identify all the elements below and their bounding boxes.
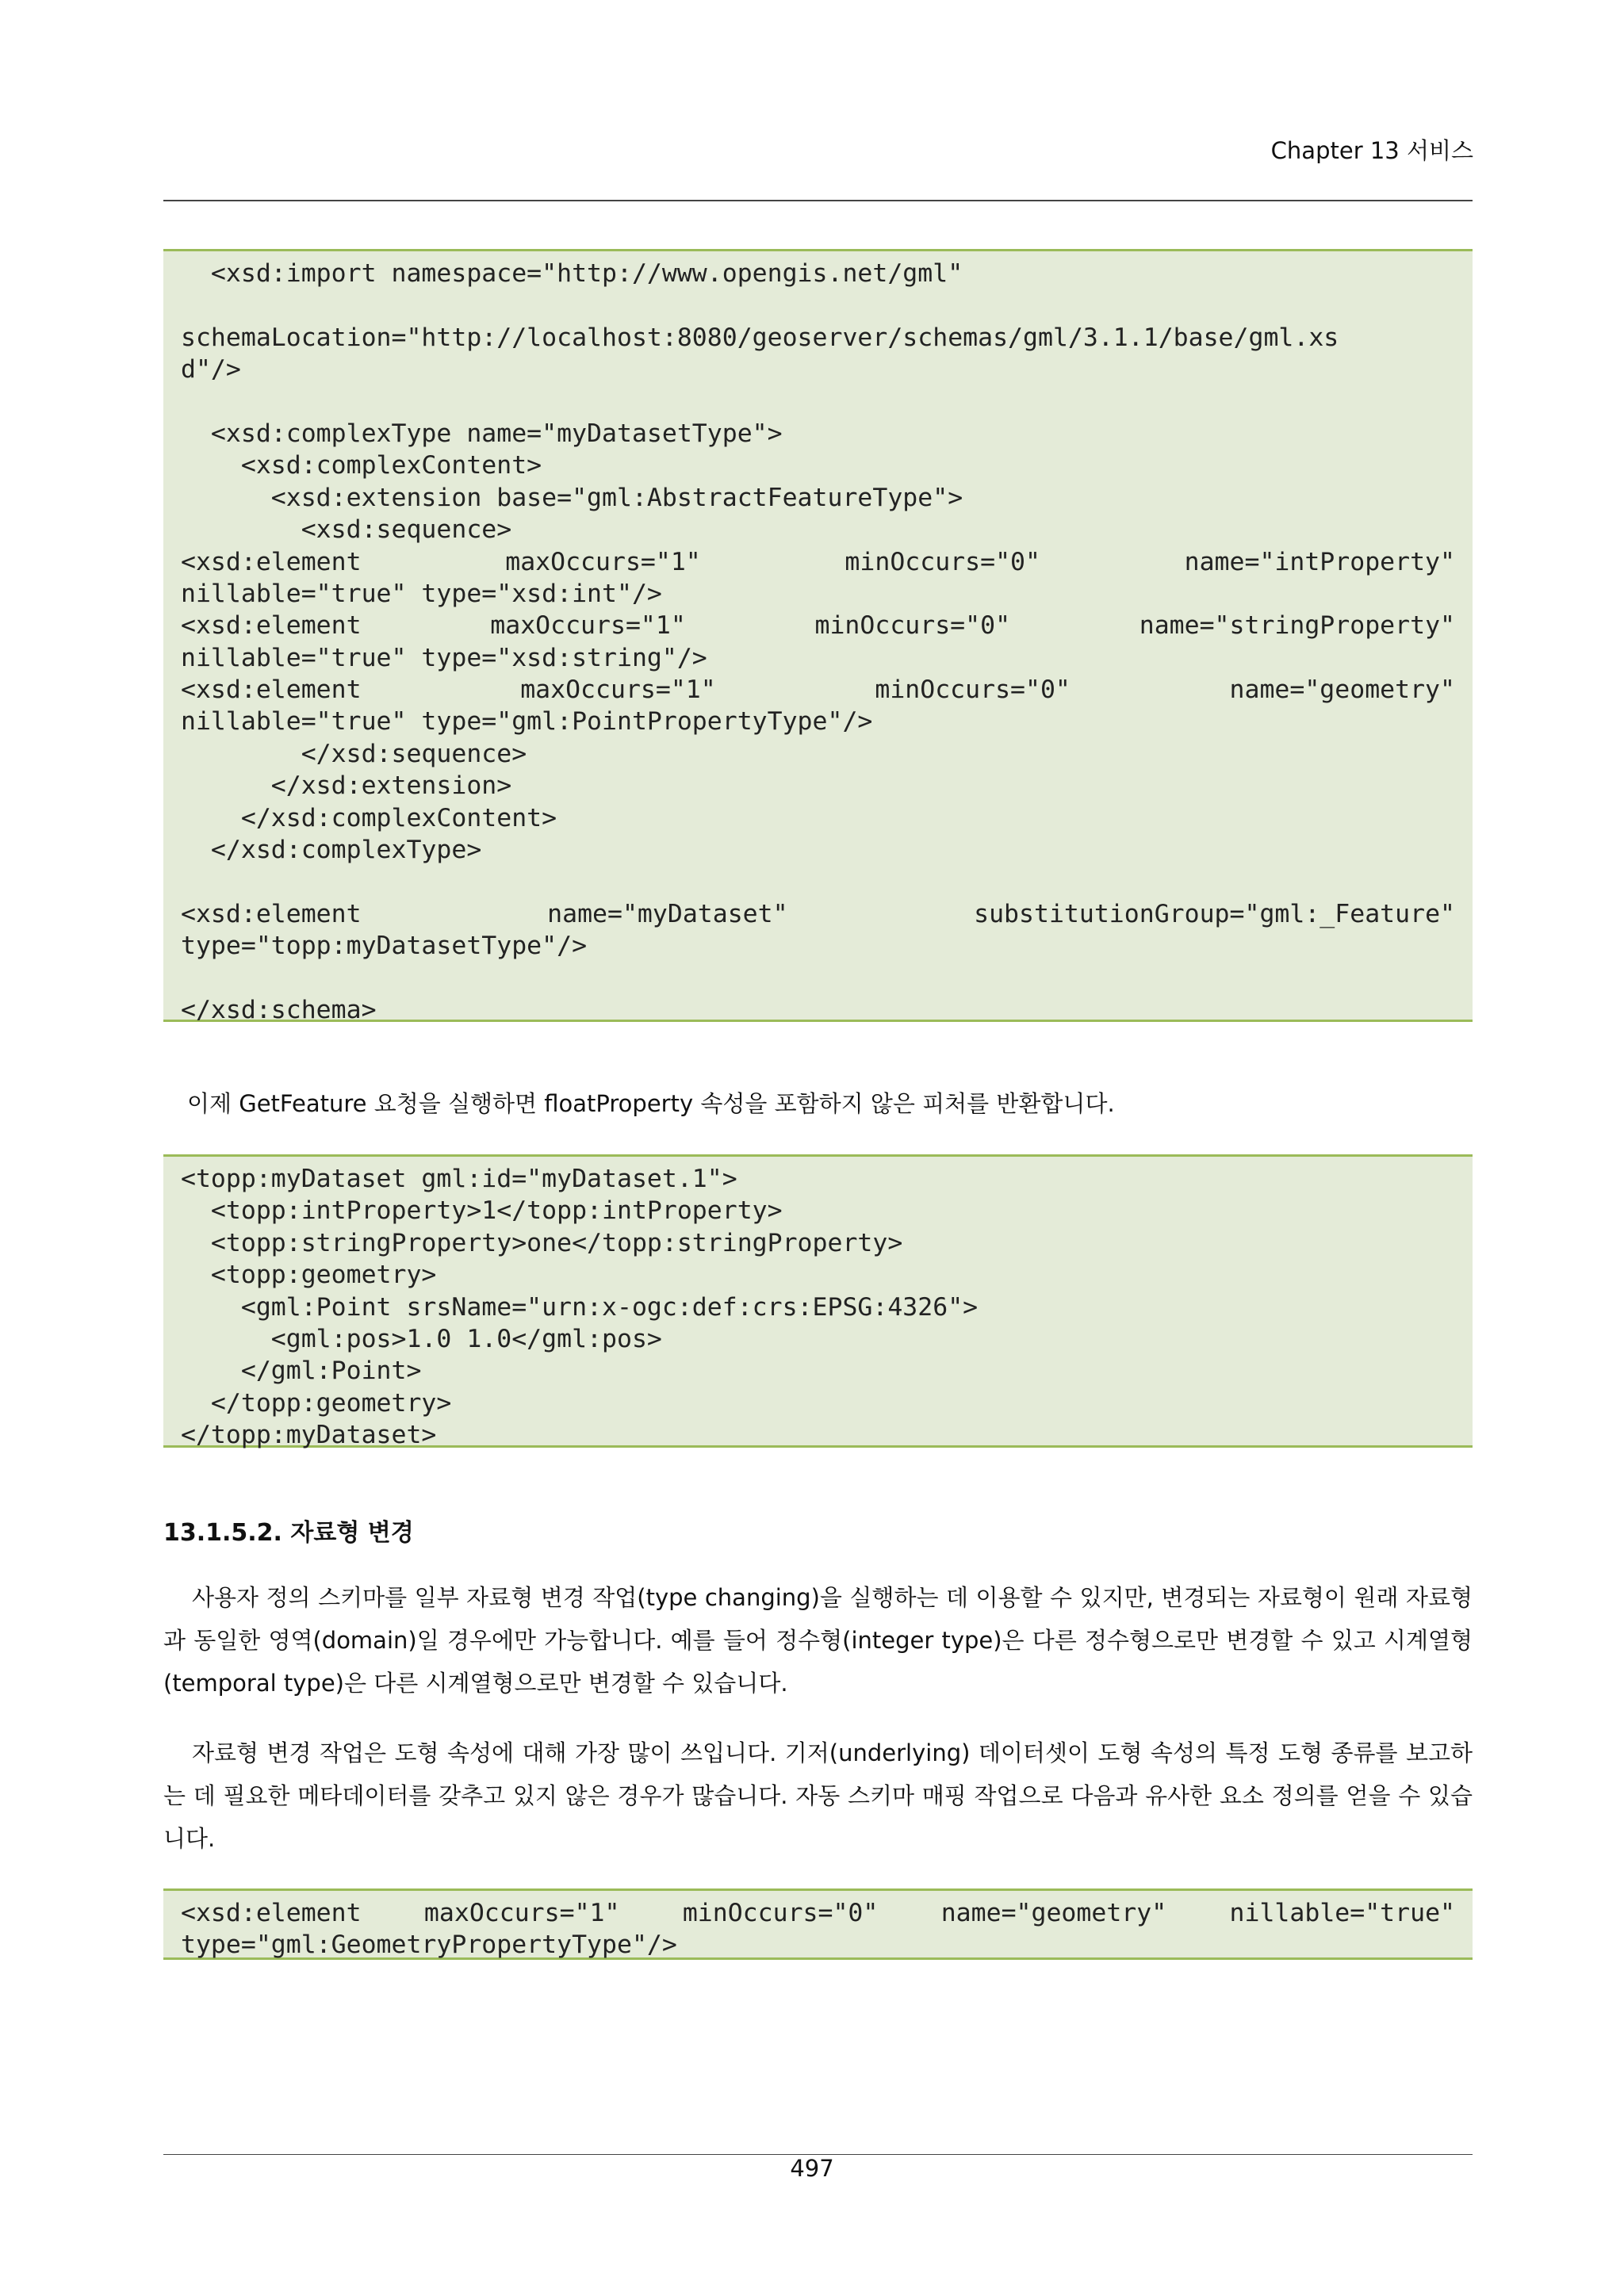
section-heading: 13.1.5.2. 자료형 변경 [163, 1519, 414, 1547]
code-line: <xsd:sequence> [181, 515, 512, 545]
code-line: <xsd:element maxOccurs="1" minOccurs="0" name="intProperty" [181, 547, 1455, 576]
code-block-feature [163, 1154, 1473, 1448]
code-line: <xsd:element maxOccurs="1" minOccurs="0" name="geometry" [181, 675, 1455, 705]
code-line: type="gml:GeometryPropertyType"/> [181, 1931, 677, 1960]
code-line [181, 289, 1455, 321]
code-line: type="topp:myDatasetType"/> [181, 932, 588, 961]
code-line: <gml:Point srsName="urn:x-ogc:def:crs:EPSG:4326"> [181, 1292, 979, 1322]
code-line: nillable="true" type="xsd:int"/> [181, 579, 662, 608]
code-line: <xsd:complexType name="myDatasetType"> [181, 419, 783, 448]
code-line: </xsd:extension> [181, 771, 512, 801]
code-line [181, 962, 1455, 994]
header-rule [163, 200, 1473, 201]
code-line: <xsd:element name="myDataset" substitutionGroup="gml:_Feature" [181, 899, 1455, 928]
code-line [181, 386, 1455, 418]
code-line: d"/> [181, 355, 241, 385]
code-line: <topp:stringProperty>one</topp:stringProperty> [181, 1228, 903, 1257]
chapter-title: Chapter 13 서비스 [1270, 137, 1473, 164]
code-line: <topp:intProperty>1</topp:intProperty> [181, 1196, 783, 1226]
code-line: schemaLocation="http://localhost:8080/geoserver/schemas/gml/3.1.1/base/gml.xs [181, 323, 1339, 352]
code-line: nillable="true" type="gml:PointPropertyType"/> [181, 707, 873, 737]
code-line: <topp:myDataset gml:id="myDataset.1"> [181, 1165, 737, 1193]
code-line [181, 866, 1455, 897]
code-line: <xsd:complexContent> [181, 451, 542, 480]
paragraph-type-changing: 사용자 정의 스키마를 일부 자료형 변경 작업(type changing)을 실행하는 데 이용할 수 있지만, 변경되는 자료형이 원래 자료형과 동일한 영역(domain)일 경우에만 가능합니다. 예를 들어 정수형(integer type)은 다른 정수형으로만 변경할 수 있고 시계열형(temporal type)은 다른 시계열형으로만 변경할 수 있습니다. [163, 1584, 1473, 1697]
paragraph-geometry: 자료형 변경 작업은 도형 속성에 대해 가장 많이 쓰입니다. 기저(underlying) 데이터셋이 도형 속성의 특정 도형 종류를 보고하는 데 필요한 메타데이터를 갖추고 있지 않은 경우가 많습니다. 자동 스키마 매핑 작업으로 다음과 유사한 요소 정의를 얻을 수 있습니다. [163, 1739, 1473, 1852]
code-line: <gml:pos>1.0 1.0</gml:pos> [181, 1324, 662, 1353]
intro-paragraph: 이제 GetFeature 요청을 실행하면 floatProperty 속성을 포함하지 않은 피처를 반환합니다. [187, 1090, 1115, 1117]
code-line: nillable="true" type="xsd:string"/> [181, 643, 707, 672]
code-line: <xsd:import namespace="http://www.opengis.net/gml" [181, 259, 963, 288]
code-line: <topp:geometry> [181, 1261, 437, 1290]
page-number: 497 [790, 2155, 834, 2182]
code-line: </topp:myDataset> [181, 1421, 437, 1450]
code-line: </gml:Point> [181, 1357, 422, 1386]
code-block-schema [163, 249, 1473, 1022]
code-line: <xsd:element maxOccurs="1" minOccurs="0" name="geometry" nillable="true" [181, 1899, 1455, 1927]
code-line: </xsd:schema> [181, 995, 377, 1024]
code-block-element [163, 1888, 1473, 1960]
code-line: </topp:geometry> [181, 1388, 452, 1418]
code-line: <xsd:extension base="gml:AbstractFeatureType"> [181, 483, 963, 512]
code-line: <xsd:element maxOccurs="1" minOccurs="0" name="stringProperty" [181, 611, 1455, 641]
code-line: </xsd:complexContent> [181, 803, 557, 832]
code-line: </xsd:complexType> [181, 836, 482, 865]
code-line: </xsd:sequence> [181, 739, 527, 768]
